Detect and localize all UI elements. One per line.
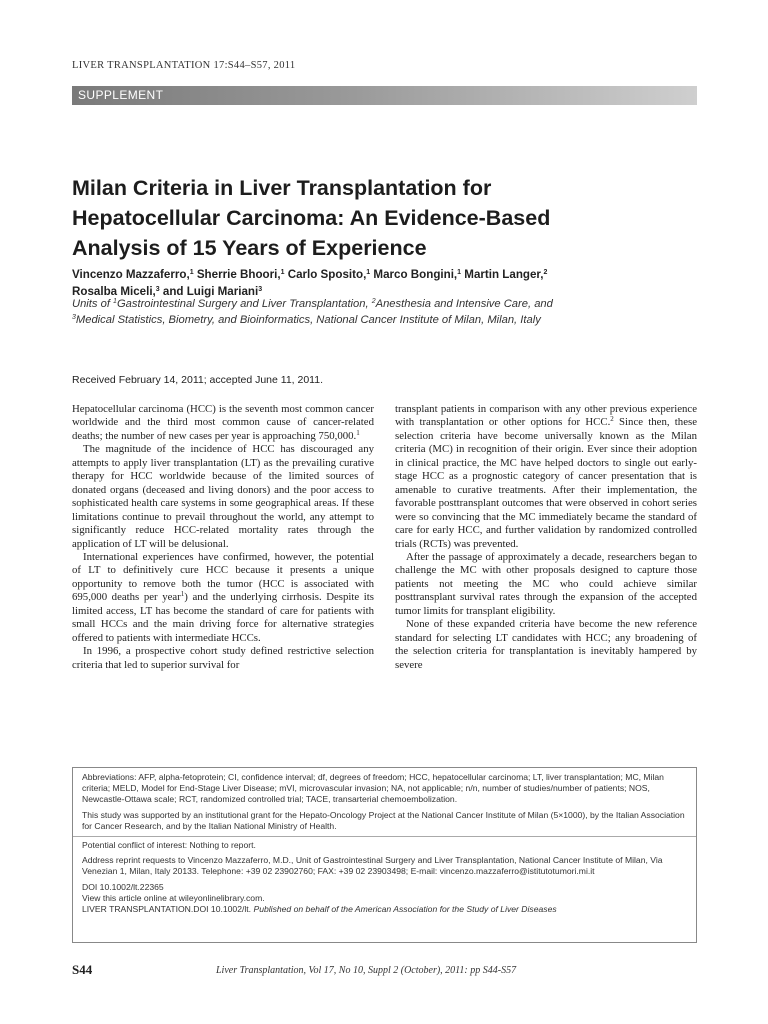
abbreviations-note: Abbreviations: AFP, alpha-fetoprotein; CI, confidence interval; df, degrees of freedom; HCC, hepatocellular carcinoma; LT, liver transplantation; MC, Milan criteria; MELD, Model for End-Stage Liver Disease; mVI, microvascular invasion; NA, not applicable; n/n, number of studies/number of patients; NOS, Newcastle-Ottawa scale; RCT, randomized controlled trial; TACE, transarterial chemoembolization.	[82, 772, 664, 805]
author-name: Vincenzo Mazzaferro,	[72, 268, 190, 281]
footnote-divider	[73, 836, 696, 837]
citation-marker: 1	[180, 590, 185, 599]
body-paragraph	[395, 403, 697, 551]
body-paragraph: The magnitude of the incidence of HCC has discouraged any attempts to apply liver transplantation (LT) as the prevailing curative therapy for HCC worldwide because of the limited sources of donated organs (deceased and living donors) and the poor access to sophisticated health care systems in some geographical areas. If these limitations continue to prevail throughout the world, any attempt to significantly reduce HCC-related mortality rates through the application of LT will be delusional.	[72, 443, 374, 550]
conflict-note: Potential conflict of interest: Nothing to report.	[82, 840, 256, 851]
footer-citation: Liver Transplantation, Vol 17, No 10, Suppl 2 (October), 2011: pp S44-S57	[216, 965, 517, 976]
online-note: View this article online at wileyonlinelibrary.com.	[82, 892, 265, 903]
title-line: Analysis of 15 Years of Experience	[72, 236, 427, 260]
affiliation-marker: 3	[258, 286, 263, 293]
affiliation-marker: 1	[189, 269, 194, 276]
reprint-note: Address reprint requests to Vincenzo Mazzaferro, M.D., Unit of Gastrointestinal Surgery and Liver Transplantation, National Cancer Institute of Milan, Via Venezian 1, Milan, Italy 20133. Telephone: +39 02 23902760; FAX: +39 02 23903498; E-mail: vincenzo.mazzaferro@istitutotumori.mi.it	[82, 855, 663, 877]
footnote-box	[72, 767, 697, 943]
author-name: Rosalba Miceli,	[72, 285, 156, 298]
paragraph-text: ) and the underlying cirrhosis. Despite its limited access, LT has become the standard of care for patients with small HCCs and the main driving force for alternative strategies offered to patients with intermediate HCCs.	[72, 591, 374, 644]
affiliation-marker: 1	[113, 298, 117, 305]
affiliation-marker: 1	[457, 269, 462, 276]
citation-marker: 2	[610, 415, 614, 424]
body-paragraph: After the passage of approximately a decade, researchers began to challenge the MC with other proposals designed to capture those patients not meeting the MC who could achieve similar posttransplant survival rates through the expansion of the accepted tumor limits for transplant eligibility.	[395, 550, 697, 617]
affiliation-text: Medical Statistics, Biometry, and Bioinformatics, National Cancer Institute of Milan, Milan, Italy	[75, 314, 541, 326]
affiliation-line	[72, 296, 712, 312]
author-name: and Luigi Mariani	[159, 285, 259, 298]
affiliation-marker: 2	[543, 269, 548, 276]
affiliation-text: Units of	[72, 298, 114, 310]
paragraph-text: International experiences have confirmed, however, the potential of LT to definitively cure HCC because it presents a unique opportunity to remove both the tumor (HCC is associated with 695,000 deaths per year	[72, 550, 374, 604]
affiliation-line	[72, 312, 712, 328]
body-column-right	[395, 403, 697, 672]
body-paragraph: In 1996, a prospective cohort study defined restrictive selection criteria that led to superior survival for	[72, 645, 374, 671]
title-line: Hepatocellular Carcinoma: An Evidence-Based	[72, 206, 551, 230]
author-name: Martin Langer,	[461, 268, 544, 281]
affiliation-marker: 2	[371, 298, 376, 305]
author-name: Carlo Sposito,	[284, 268, 367, 281]
doi-note: DOI 10.1002/lt.22365	[82, 881, 164, 892]
author-line	[72, 266, 712, 283]
affiliation-marker: 1	[280, 269, 285, 276]
received-dates: Received February 14, 2011; accepted June 11, 2011.	[72, 374, 324, 386]
funding-note: This study was supported by an institutional grant for the Hepato-Oncology Project at the National Cancer Institute of Milan (5×1000), by the Italian Association for Cancer Research, and by the Italian National Ministry of Health.	[82, 809, 685, 831]
paragraph-text: Hepatocellular carcinoma (HCC) is the seventh most common cancer worldwide and the third most common cause of cancer-related deaths; the number of new cases per year is approaching 750,000.	[72, 403, 374, 442]
journal-doi: LIVER TRANSPLANTATION.DOI 10.1002/lt.	[82, 904, 252, 915]
published-by: Published on behalf of the American Association for the Study of Liver Diseases	[251, 904, 557, 915]
body-paragraph: None of these expanded criteria have become the new reference standard for selecting LT candidates with HCC; any broadening of the selection criteria for transplantation is inevitably hampered by severe	[395, 618, 697, 671]
paragraph-text: Since then, these selection criteria have become universally known as the Milan criteria (MC) in recognition of their origin. Ever since their adoption in clinical practice, the MC have helped doctors to single out early-stage HCC as a prognostic category of cancer presentation that is amenable to curative treatments. After their implementation, the favorable posttransplant outcomes that were observed in cohort series were so convincing that the MC immediately became the standard of care for early HCC, and further validation by randomized controlled trials (RCTs) was prevented.	[395, 416, 697, 550]
citation-marker: 1	[356, 428, 360, 437]
body-paragraph	[72, 403, 374, 443]
author-name: Sherrie Bhoori,	[193, 268, 281, 281]
page-number: S44	[72, 962, 93, 977]
title-line: Milan Criteria in Liver Transplantation for	[72, 176, 492, 200]
affiliation-marker: 3	[155, 286, 160, 293]
affiliation-marker: 3	[72, 314, 76, 321]
body-column-left	[72, 403, 374, 672]
paragraph-text: transplant patients in comparison with any other previous experience with transplantation or other options for HCC.	[395, 403, 697, 429]
author-name: Marco Bongini,	[370, 268, 458, 281]
publisher-note	[82, 904, 687, 915]
running-head: LIVER TRANSPLANTATION 17:S44–S57, 2011	[72, 60, 296, 71]
section-banner	[72, 86, 697, 105]
article-title	[72, 173, 712, 263]
body-paragraph	[72, 551, 374, 645]
author-list	[72, 266, 712, 300]
section-label: SUPPLEMENT	[78, 88, 164, 102]
affiliation-marker: 1	[366, 269, 371, 276]
affiliations	[72, 296, 712, 328]
affiliation-text: Anesthesia and Intensive Care, and	[375, 298, 553, 310]
affiliation-text: Gastrointestinal Surgery and Liver Transplantation,	[116, 298, 372, 310]
